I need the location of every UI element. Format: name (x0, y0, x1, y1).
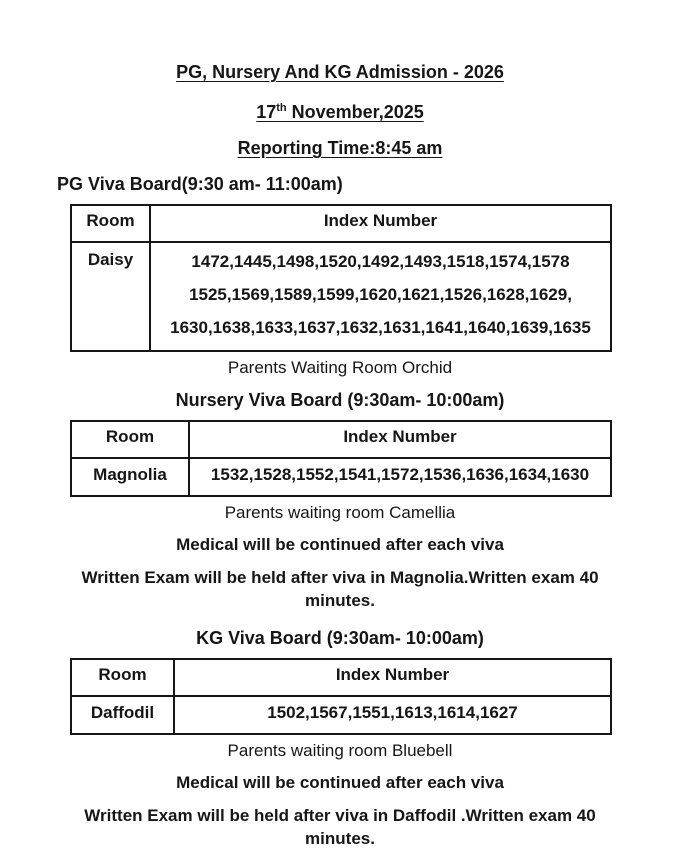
kg-viva-table (70, 658, 612, 735)
kg-room-name: Daffodil (71, 696, 174, 734)
date-heading (0, 96, 680, 124)
kg-waiting-room-note: Parents waiting room Bluebell (227, 741, 453, 760)
kg-written-exam-note (0, 804, 680, 850)
page-title: PG, Nursery And KG Admission - 2026 (176, 62, 504, 82)
index-line: 1630,1638,1633,1637,1632,1631,1641,1640,1639,1635 (170, 318, 591, 337)
table-row (71, 458, 611, 496)
pg-index-numbers (150, 242, 611, 351)
date-ordinal-suffix: th (276, 102, 287, 114)
index-line: 1525,1569,1589,1599,1620,1621,1526,1628,1629, (189, 285, 572, 304)
exam-note-line: minutes. (305, 829, 375, 848)
pg-waiting-room-note: Parents Waiting Room Orchid (227, 358, 453, 377)
exam-note-line: Written Exam will be held after viva in Daffodil .Written exam 40 (84, 806, 596, 825)
nursery-col-index-number: Index Number (189, 421, 611, 458)
nursery-written-exam-note (0, 566, 680, 612)
pg-viva-table (70, 204, 612, 352)
nursery-waiting-room-note: Parents waiting room Camellia (224, 503, 456, 522)
kg-col-room: Room (71, 659, 174, 696)
table-header-row (71, 659, 611, 696)
pg-viva-heading: PG Viva Board(9:30 am- 11:00am) (57, 174, 343, 194)
nursery-room-name: Magnolia (71, 458, 189, 496)
date-day: 17 (256, 102, 277, 122)
reporting-time-heading: Reporting Time:8:45 am (237, 138, 443, 158)
table-row (71, 242, 611, 351)
nursery-viva-heading: Nursery Viva Board (9:30am- 10:00am) (175, 390, 505, 410)
table-header-row (71, 205, 611, 242)
nursery-medical-note: Medical will be continued after each viva (176, 535, 504, 554)
nursery-viva-table (70, 420, 612, 497)
index-line: 1472,1445,1498,1520,1492,1493,1518,1574,1578 (191, 252, 570, 271)
exam-note-line: minutes. (305, 591, 375, 610)
kg-col-index-number: Index Number (174, 659, 611, 696)
date-rest: November,2025 (286, 102, 424, 122)
kg-viva-heading: KG Viva Board (9:30am- 10:00am) (196, 628, 484, 648)
pg-room-name: Daisy (71, 242, 150, 351)
kg-medical-note: Medical will be continued after each viva (176, 773, 504, 792)
pg-col-index-number: Index Number (150, 205, 611, 242)
nursery-col-room: Room (71, 421, 189, 458)
pg-col-room: Room (71, 205, 150, 242)
nursery-index-numbers: 1532,1528,1552,1541,1572,1536,1636,1634,1630 (189, 458, 611, 496)
exam-note-line: Written Exam will be held after viva in Magnolia.Written exam 40 (81, 568, 599, 587)
table-row (71, 696, 611, 734)
table-header-row (71, 421, 611, 458)
kg-index-numbers: 1502,1567,1551,1613,1614,1627 (174, 696, 611, 734)
